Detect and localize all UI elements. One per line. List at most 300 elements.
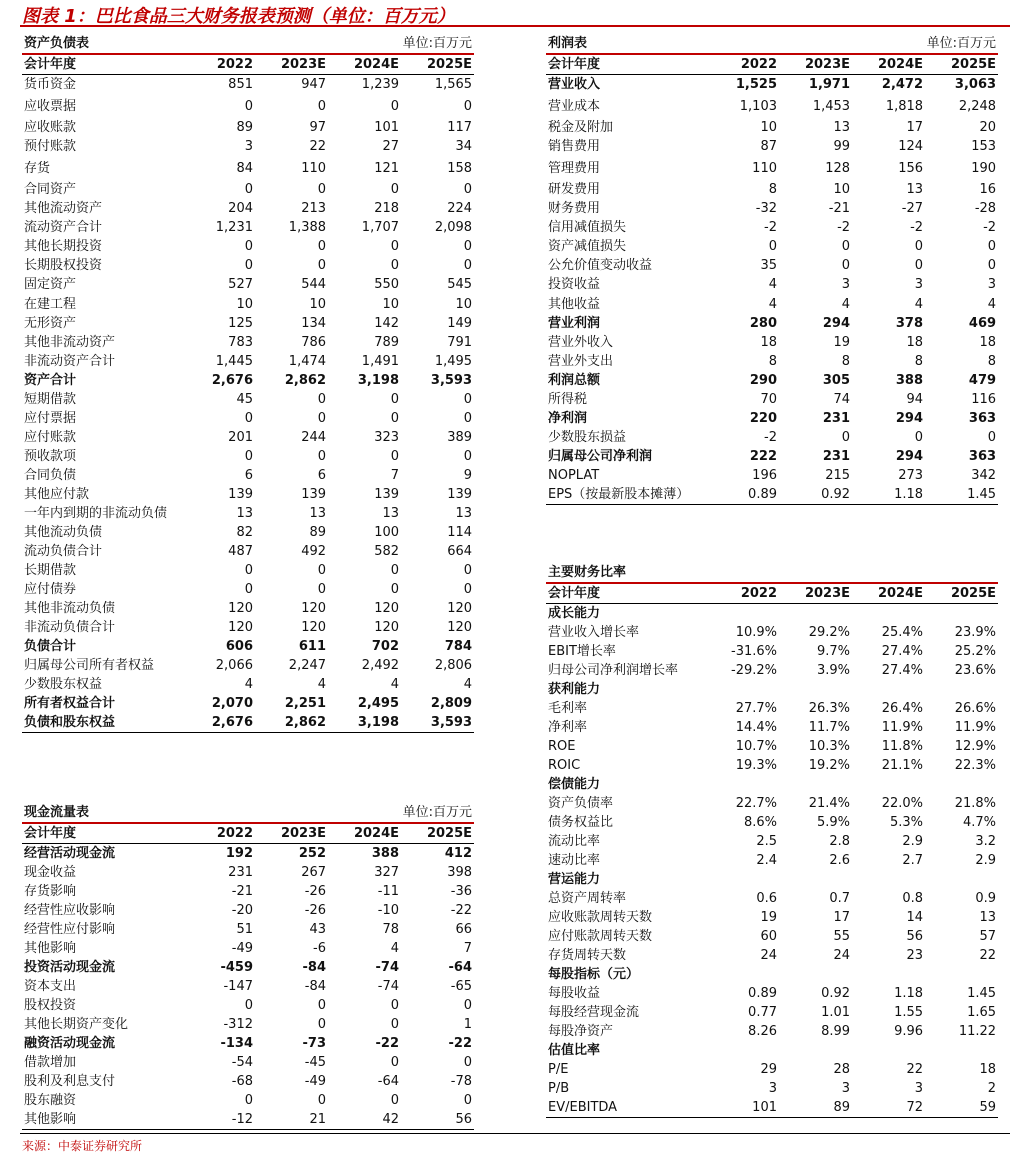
cell-value: 2,862 (255, 713, 328, 733)
cell-value: 1,707 (361, 220, 400, 235)
cell-value: 0.92 (779, 485, 852, 505)
cell-value: 1.45 (925, 485, 998, 505)
cell-value: 24 (833, 948, 851, 963)
row-label: 存货周转天数 (548, 948, 627, 963)
cell-value: 19.3% (735, 758, 777, 773)
figure-title: 图表 1：巴比食品三大财务报表预测（单位：百万元） (22, 6, 455, 27)
row-label: 应付账款周转天数 (548, 929, 653, 944)
cell-value: 1 (463, 1017, 473, 1032)
table-row (546, 137, 998, 156)
column-header-row (22, 823, 474, 844)
cell-value: 1,491 (361, 354, 400, 369)
cell-value: 1,495 (434, 354, 473, 369)
table-title-row (22, 34, 474, 54)
cell-value: 89 (236, 120, 253, 135)
cell-value: 1,103 (739, 98, 777, 114)
cell-value: 363 (968, 449, 997, 464)
cell-value: 139 (228, 487, 253, 502)
cell-value: 120 (374, 620, 400, 635)
row-label: 每股净资产 (548, 1024, 614, 1039)
cell-value: 1,453 (812, 98, 851, 114)
row-label: 流动资产合计 (24, 220, 103, 235)
cell-value: -22 (375, 1036, 400, 1051)
cell-value: -29.2% (731, 663, 777, 678)
cell-value: 0 (317, 1093, 327, 1108)
table-row (546, 237, 998, 256)
cell-value: 139 (301, 487, 327, 502)
cell-value: -84 (302, 960, 327, 975)
cell-value: 0 (317, 239, 327, 254)
cell-value: 252 (298, 846, 327, 861)
cell-value: 3 (841, 277, 851, 292)
cell-value: 280 (749, 316, 777, 331)
table-row (22, 485, 474, 504)
cell-value: 121 (374, 160, 400, 176)
cell-value (779, 1041, 852, 1060)
table-row (22, 694, 474, 713)
row-label: 其他非流动资产 (24, 335, 116, 350)
cell-value: 3,593 (401, 713, 474, 733)
table-row (22, 1072, 474, 1091)
cell-value: 43 (309, 922, 327, 937)
cell-value: -2 (983, 220, 997, 235)
cell-value: 1,239 (361, 77, 400, 92)
table-row (22, 1091, 474, 1110)
cell-value: 0 (244, 449, 253, 464)
cell-value: 2,472 (881, 77, 924, 92)
row-label: 成长能力 (548, 606, 601, 621)
cell-value (852, 680, 925, 699)
row-label: 预收款项 (24, 449, 77, 464)
cell-value: -2 (910, 220, 924, 235)
cell-value: 22.7% (735, 796, 777, 811)
cell-value: -2 (764, 220, 777, 235)
cell-value: 11.8% (881, 739, 924, 754)
row-label: 获利能力 (548, 682, 601, 697)
cell-value: 9.7% (817, 644, 851, 659)
cell-value: 158 (447, 160, 473, 176)
cell-value: 544 (301, 277, 327, 292)
cell-value: 13 (455, 506, 473, 521)
table-row (22, 713, 474, 733)
cell-value: 21.4% (808, 796, 851, 811)
cell-value (706, 775, 779, 794)
cell-value: 1.45 (967, 986, 997, 1001)
ratios-table (546, 563, 998, 1118)
cell-value: 2,809 (430, 696, 473, 711)
cell-value (852, 965, 925, 984)
cell-value: 1.55 (894, 1005, 924, 1020)
cell-value: 59 (925, 1098, 998, 1118)
cell-value: 17 (833, 910, 851, 925)
cell-value: 0.9 (975, 891, 997, 906)
cell-value: -68 (231, 1074, 253, 1089)
row-label: 预付账款 (24, 139, 77, 154)
cell-value: 1,818 (885, 98, 924, 114)
table-row (546, 447, 998, 466)
cell-value: 21.1% (881, 758, 924, 773)
cell-value: 2,806 (434, 658, 473, 673)
row-label: 总资产周转率 (548, 891, 627, 906)
cell-value: -78 (450, 1074, 473, 1089)
cell-value (779, 965, 852, 984)
cell-value: 21.8% (954, 796, 997, 811)
column-header: 2025E (401, 823, 474, 844)
cell-value: 267 (301, 865, 327, 880)
table-row (546, 642, 998, 661)
cell-value: 57 (979, 929, 997, 944)
cell-value: 28 (833, 1062, 851, 1077)
cell-value: -73 (302, 1036, 327, 1051)
table-row (546, 371, 998, 390)
cell-value: -147 (223, 979, 253, 994)
cell-value: 4 (768, 277, 777, 292)
table-row (22, 996, 474, 1015)
row-label: 毛利率 (548, 701, 588, 716)
cell-value: 60 (760, 929, 777, 944)
cell-value (925, 870, 998, 889)
cell-value: 12.9% (954, 739, 997, 754)
unit-label (852, 563, 998, 583)
row-label: 长期借款 (24, 563, 77, 578)
row-label: 经营性应收影响 (24, 903, 116, 918)
table-row (546, 333, 998, 352)
row-label: EPS（按最新股本摊薄） (546, 485, 706, 505)
row-label: 应付票据 (24, 411, 77, 426)
cell-value: 0 (463, 411, 473, 426)
row-label: 应收账款周转天数 (548, 910, 653, 925)
row-label: 在建工程 (24, 296, 77, 312)
cell-value: 139 (374, 487, 400, 502)
table-row (546, 156, 998, 180)
table-row (546, 1060, 998, 1079)
cell-value: 8.26 (748, 1024, 777, 1039)
cell-value: 13 (309, 506, 327, 521)
row-label: 其他应付款 (24, 487, 90, 502)
cell-value: 18 (906, 335, 924, 350)
row-label: 营业收入 (548, 77, 601, 92)
table-row (546, 984, 998, 1003)
cell-value: 545 (447, 277, 473, 292)
table-row (22, 523, 474, 542)
cell-value: 2,251 (284, 696, 327, 711)
cell-value: 0 (390, 449, 400, 464)
table-row (22, 920, 474, 939)
table-row (546, 75, 998, 95)
cell-value: 34 (455, 139, 473, 154)
cell-value: 101 (706, 1098, 779, 1118)
cell-value: 18 (760, 335, 777, 350)
row-label: 财务费用 (548, 201, 601, 216)
cell-value: 3,198 (328, 713, 401, 733)
cell-value: 1,474 (288, 354, 327, 369)
cell-value: 26.4% (881, 701, 924, 716)
cell-value: 84 (236, 160, 253, 176)
cell-value: 0 (841, 239, 851, 254)
table-row (546, 737, 998, 756)
table-row (22, 580, 474, 599)
cell-value: 128 (825, 160, 851, 176)
table-row (22, 863, 474, 882)
row-label: 研发费用 (548, 182, 601, 197)
cell-value: 1,565 (434, 77, 473, 92)
table-row (22, 447, 474, 466)
table-row (22, 561, 474, 580)
row-label: 融资活动现金流 (24, 1036, 116, 1051)
cell-value: 469 (968, 316, 997, 331)
table-row (22, 844, 474, 864)
table-row (22, 1110, 474, 1130)
cell-value: 21 (255, 1110, 328, 1130)
cell-value: 87 (760, 139, 777, 154)
cell-value: 0.8 (902, 891, 924, 906)
row-label: 资本支出 (24, 979, 77, 994)
cell-value: 0 (463, 258, 473, 273)
table-row (546, 180, 998, 199)
column-header: 2025E (925, 54, 998, 75)
cell-value: 10 (760, 120, 777, 135)
cell-value: 231 (228, 865, 253, 880)
cell-value: 8.6% (743, 815, 777, 830)
row-label: 流动比率 (548, 834, 601, 849)
row-label: 资产负债率 (548, 796, 614, 811)
cell-value: -31.6% (731, 644, 777, 659)
cell-value: 1.01 (821, 1005, 851, 1020)
cell-value: 2.4 (756, 853, 777, 868)
cell-value: 0 (244, 998, 253, 1013)
row-label: 债务权益比 (548, 815, 614, 830)
footer-divider (20, 1133, 1010, 1134)
cell-value: 4 (244, 677, 253, 692)
cell-value: 101 (374, 120, 400, 135)
cell-value: 18 (979, 1062, 997, 1077)
table-row (546, 813, 998, 832)
cell-value: 550 (374, 277, 400, 292)
row-label: 速动比率 (548, 853, 601, 868)
cell-value: 22.3% (954, 758, 997, 773)
row-label: 归属母公司所有者权益 (24, 658, 155, 673)
cell-value: -10 (377, 903, 400, 918)
cell-value: 0 (317, 998, 327, 1013)
cell-value: 3,593 (430, 373, 473, 388)
cell-value: 0 (244, 98, 253, 114)
cell-value: 0 (463, 392, 473, 407)
cell-value: 19 (760, 910, 777, 925)
row-label: 营业利润 (548, 316, 601, 331)
cell-value: 290 (749, 373, 777, 388)
cell-value: 3 (841, 1081, 851, 1096)
table-row (22, 882, 474, 901)
cell-value: 17 (906, 120, 924, 135)
column-header: 2025E (925, 583, 998, 604)
cell-value: -2 (764, 430, 777, 445)
column-header: 2024E (852, 54, 925, 75)
cell-value: 14.4% (735, 720, 777, 735)
cell-value: 117 (447, 120, 473, 135)
cell-value: 0 (987, 258, 997, 273)
table-row (546, 623, 998, 642)
cell-value: -49 (304, 1074, 327, 1089)
cell-value (925, 965, 998, 984)
table-row (546, 1022, 998, 1041)
table-row (546, 851, 998, 870)
table-row (546, 466, 998, 485)
cell-value: 0 (463, 563, 473, 578)
table-row (22, 180, 474, 199)
cell-value: 142 (374, 316, 400, 331)
cell-value: 22 (309, 139, 327, 154)
cell-value: 22 (906, 1062, 924, 1077)
cell-value: 204 (228, 201, 253, 216)
cell-value: 89 (309, 525, 327, 540)
cell-value: 7 (463, 941, 473, 956)
row-label: NOPLAT (548, 468, 600, 483)
source-note: 来源：中泰证券研究所 (22, 1139, 143, 1153)
cell-value: 273 (898, 468, 924, 483)
row-label: 每股收益 (548, 986, 601, 1001)
cell-value: 2.5 (756, 834, 777, 849)
cell-value: 412 (444, 846, 473, 861)
table-row (546, 699, 998, 718)
cell-value: 0 (463, 239, 473, 254)
cell-value: 26.3% (808, 701, 851, 716)
cell-value: 4 (841, 296, 851, 312)
cell-value: 23.9% (954, 625, 997, 640)
row-label: 投资收益 (548, 277, 601, 292)
cell-value: 2,492 (361, 658, 400, 673)
table-row (22, 371, 474, 390)
table-row (546, 428, 998, 447)
cell-value: 120 (228, 620, 253, 635)
row-label: EV/EBITDA (546, 1098, 706, 1118)
cell-value: 11.22 (958, 1024, 997, 1039)
cell-value: 45 (236, 392, 253, 407)
cell-value: 5.9% (817, 815, 851, 830)
unit-label: 单位:百万元 (852, 34, 998, 54)
row-label: 流动负债合计 (24, 544, 103, 559)
table-row (22, 333, 474, 352)
cell-value: 27 (382, 139, 400, 154)
cell-value: 72 (852, 1098, 925, 1118)
cell-value: -22 (450, 903, 473, 918)
cell-value: 947 (301, 77, 327, 92)
cell-value: 23 (906, 948, 924, 963)
cell-value: 1,388 (288, 220, 327, 235)
cell-value: 110 (752, 160, 777, 176)
row-label: P/B (548, 1081, 570, 1096)
row-label: 公允价值变动收益 (548, 258, 653, 273)
cell-value: 120 (447, 620, 473, 635)
cell-value: 13 (382, 506, 400, 521)
cell-value: 0 (390, 1017, 400, 1032)
table-row (22, 466, 474, 485)
cell-value: 2,862 (284, 373, 327, 388)
column-header-row (546, 583, 998, 604)
cell-value (925, 604, 998, 624)
row-label: 一年内到期的非流动负债 (24, 506, 168, 521)
cell-value: -28 (974, 201, 997, 216)
table-row (546, 1041, 998, 1060)
cell-value: 114 (447, 525, 473, 540)
table-title: 资产负债表 (22, 34, 328, 54)
cell-value: 0 (463, 449, 473, 464)
cell-value: 0 (914, 239, 924, 254)
cell-value: 0.77 (748, 1005, 777, 1020)
table-row (546, 390, 998, 409)
row-label: 营业外收入 (548, 335, 614, 350)
row-label: 应收票据 (24, 98, 77, 114)
table-row (22, 409, 474, 428)
table-row (22, 137, 474, 156)
cell-value: 5.3% (890, 815, 924, 830)
cell-value: 0 (841, 430, 851, 445)
row-label: 股东融资 (24, 1093, 77, 1108)
cell-value: 9.96 (894, 1024, 924, 1039)
cell-value: 26.6% (954, 701, 997, 716)
cell-value: 66 (455, 922, 473, 937)
table-row (546, 256, 998, 275)
cell-value: 0 (390, 998, 400, 1013)
cell-value: 0.7 (829, 891, 851, 906)
row-label: 存货 (24, 160, 51, 176)
column-header: 会计年度 (22, 54, 182, 75)
row-label: 销售费用 (548, 139, 601, 154)
cell-value: -32 (755, 201, 777, 216)
title-divider (20, 25, 1010, 27)
cell-value: 2,247 (288, 658, 327, 673)
cell-value: 0 (390, 392, 400, 407)
cell-value: 124 (898, 139, 924, 154)
unit-label: 单位:百万元 (328, 34, 474, 54)
cell-value: 2.6 (829, 853, 851, 868)
cell-value: 11.7% (808, 720, 851, 735)
cell-value: 10 (236, 296, 253, 312)
table-row (22, 599, 474, 618)
column-header: 2023E (779, 583, 852, 604)
cell-value: 323 (374, 430, 400, 445)
table-row (546, 199, 998, 218)
cell-value: -26 (304, 903, 327, 918)
cell-value: 0 (317, 582, 327, 597)
table-row (546, 756, 998, 775)
cell-value: 2.9 (902, 834, 924, 849)
cell-value: 10.9% (735, 625, 777, 640)
cell-value: 125 (228, 316, 253, 331)
cell-value: 35 (760, 258, 777, 273)
cell-value: 0 (390, 1093, 400, 1108)
table-row (546, 832, 998, 851)
cell-value: 231 (822, 449, 851, 464)
row-label: 利润总额 (548, 373, 601, 388)
table-row (546, 352, 998, 371)
cell-value: 388 (371, 846, 400, 861)
table-title: 利润表 (546, 34, 852, 54)
cell-value: 0 (390, 582, 400, 597)
cell-value: 0 (317, 563, 327, 578)
row-label: 信用减值损失 (548, 220, 627, 235)
cell-value: 0 (841, 258, 851, 273)
cell-value: 0 (390, 258, 400, 273)
cell-value: 0 (244, 1093, 253, 1108)
cell-value: 784 (444, 639, 473, 654)
cell-value: 10 (309, 296, 327, 312)
row-label: 偿债能力 (548, 777, 601, 792)
cell-value: 3 (914, 1081, 924, 1096)
cell-value (925, 775, 998, 794)
cell-value: 27.4% (881, 644, 924, 659)
cell-value: 363 (968, 411, 997, 426)
cell-value: -74 (377, 979, 400, 994)
